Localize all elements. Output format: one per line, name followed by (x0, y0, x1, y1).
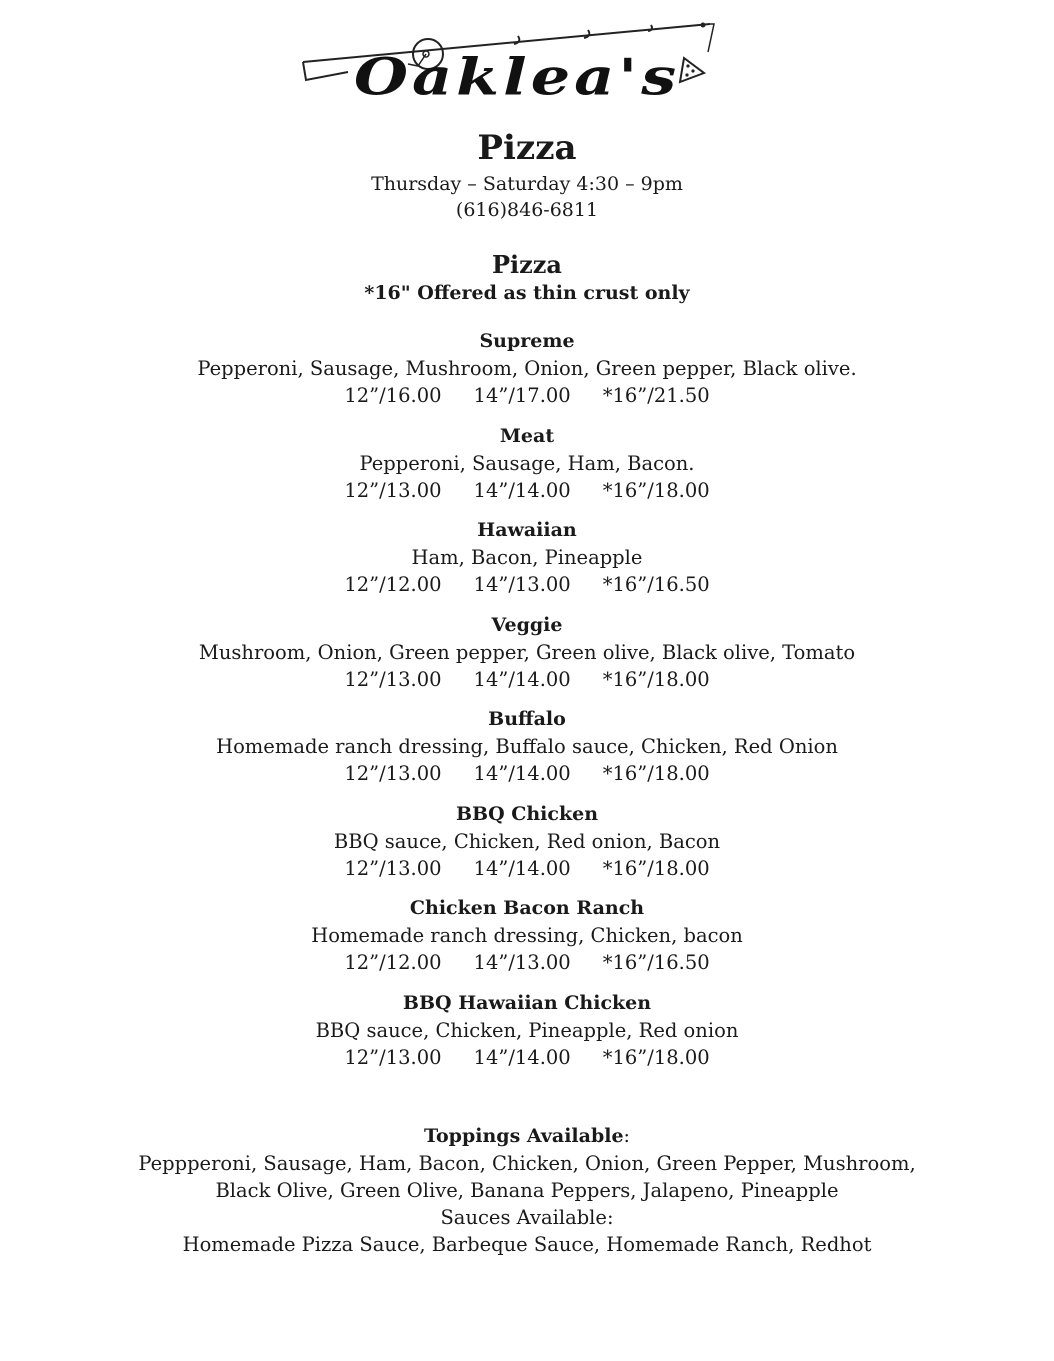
menu-item (0, 423, 1054, 518)
price: 12”/13.00 (344, 667, 442, 691)
price: *16”/18.00 (602, 762, 710, 785)
price: 14”/14.00 (473, 478, 571, 502)
price: *16”/18.00 (602, 478, 710, 502)
price: 12”/13.00 (344, 478, 442, 502)
menu-item (0, 990, 1054, 1085)
price: 12”/13.00 (344, 856, 442, 880)
item-description: BBQ sauce, Chicken, Red onion, Bacon (333, 829, 721, 853)
item-name: Meat (499, 424, 555, 447)
item-prices (0, 760, 1054, 787)
menu-item (0, 801, 1054, 896)
price: *16”/16.50 (602, 573, 710, 596)
menu-item (0, 612, 1054, 707)
hours: Thursday – Saturday 4:30 – 9pm (371, 173, 683, 195)
price: 12”/16.00 (344, 384, 442, 407)
price: 12”/13.00 (344, 762, 442, 785)
logo-text: Oaklea's (354, 47, 681, 107)
price: 12”/12.00 (344, 573, 442, 596)
item-prices (0, 1044, 1054, 1071)
item-prices (0, 477, 1054, 504)
price: 12”/12.00 (344, 951, 442, 974)
item-description: Pepperoni, Sausage, Ham, Bacon. (359, 451, 695, 475)
item-prices (0, 382, 1054, 409)
item-description: Ham, Bacon, Pineapple (411, 546, 643, 569)
toppings-section (0, 1123, 1054, 1258)
item-description: Pepperoni, Sausage, Mushroom, Onion, Green pepper, Black olive. (197, 357, 857, 380)
menu-item (0, 706, 1054, 801)
price: *16”/21.50 (602, 384, 710, 407)
sauces-heading: Sauces Available: (440, 1206, 614, 1229)
menu-item (0, 328, 1054, 423)
toppings-heading-text: Toppings Available (424, 1125, 624, 1147)
item-description: BBQ sauce, Chicken, Pineapple, Red onion (315, 1018, 739, 1042)
item-prices (0, 949, 1054, 976)
price: *16”/18.00 (602, 1045, 710, 1069)
price: 14”/14.00 (473, 856, 571, 880)
item-description: Mushroom, Onion, Green pepper, Green olive, Black olive, Tomato (198, 640, 856, 664)
sauces-line: Homemade Pizza Sauce, Barbeque Sauce, Homemade Ranch, Redhot (182, 1233, 872, 1256)
price: 12”/13.00 (344, 1045, 442, 1069)
phone-number: (616)846-6811 (455, 199, 599, 221)
item-prices (0, 571, 1054, 598)
item-prices (0, 666, 1054, 693)
logo (298, 14, 748, 124)
price: *16”/18.00 (602, 856, 710, 880)
menu-item (0, 517, 1054, 612)
section-title: Pizza (492, 250, 562, 279)
page-title: Pizza (477, 128, 577, 168)
item-prices (0, 855, 1054, 882)
price: 14”/14.00 (473, 1045, 571, 1069)
toppings-heading-colon: : (623, 1125, 630, 1147)
toppings-heading (0, 1123, 1054, 1150)
price: *16”/16.50 (602, 951, 710, 974)
item-name: Hawaiian (477, 519, 577, 541)
toppings-line: Black Olive, Green Olive, Banana Peppers, Jalapeno, Pineapple (215, 1179, 839, 1202)
item-name: BBQ Chicken (455, 802, 599, 825)
menu-item (0, 895, 1054, 990)
item-description: Homemade ranch dressing, Buffalo sauce, Chicken, Red Onion (216, 735, 838, 758)
item-name: Buffalo (488, 708, 566, 730)
menu-list (0, 328, 1054, 1084)
price: 14”/14.00 (473, 667, 571, 691)
price: 14”/14.00 (473, 762, 571, 785)
price: *16”/18.00 (602, 667, 710, 691)
price: 14”/17.00 (473, 384, 571, 407)
item-name: Supreme (479, 330, 575, 352)
item-description: Homemade ranch dressing, Chicken, bacon (311, 924, 743, 947)
item-name: BBQ Hawaiian Chicken (402, 991, 652, 1014)
item-name: Chicken Bacon Ranch (409, 897, 645, 919)
item-name: Veggie (491, 613, 563, 636)
pizza-slice-icon (678, 56, 708, 86)
section-note: *16" Offered as thin crust only (364, 282, 690, 304)
price: 14”/13.00 (473, 573, 571, 596)
toppings-line: Peppperoni, Sausage, Ham, Bacon, Chicken, Onion, Green Pepper, Mushroom, (138, 1152, 916, 1175)
price: 14”/13.00 (473, 951, 571, 974)
